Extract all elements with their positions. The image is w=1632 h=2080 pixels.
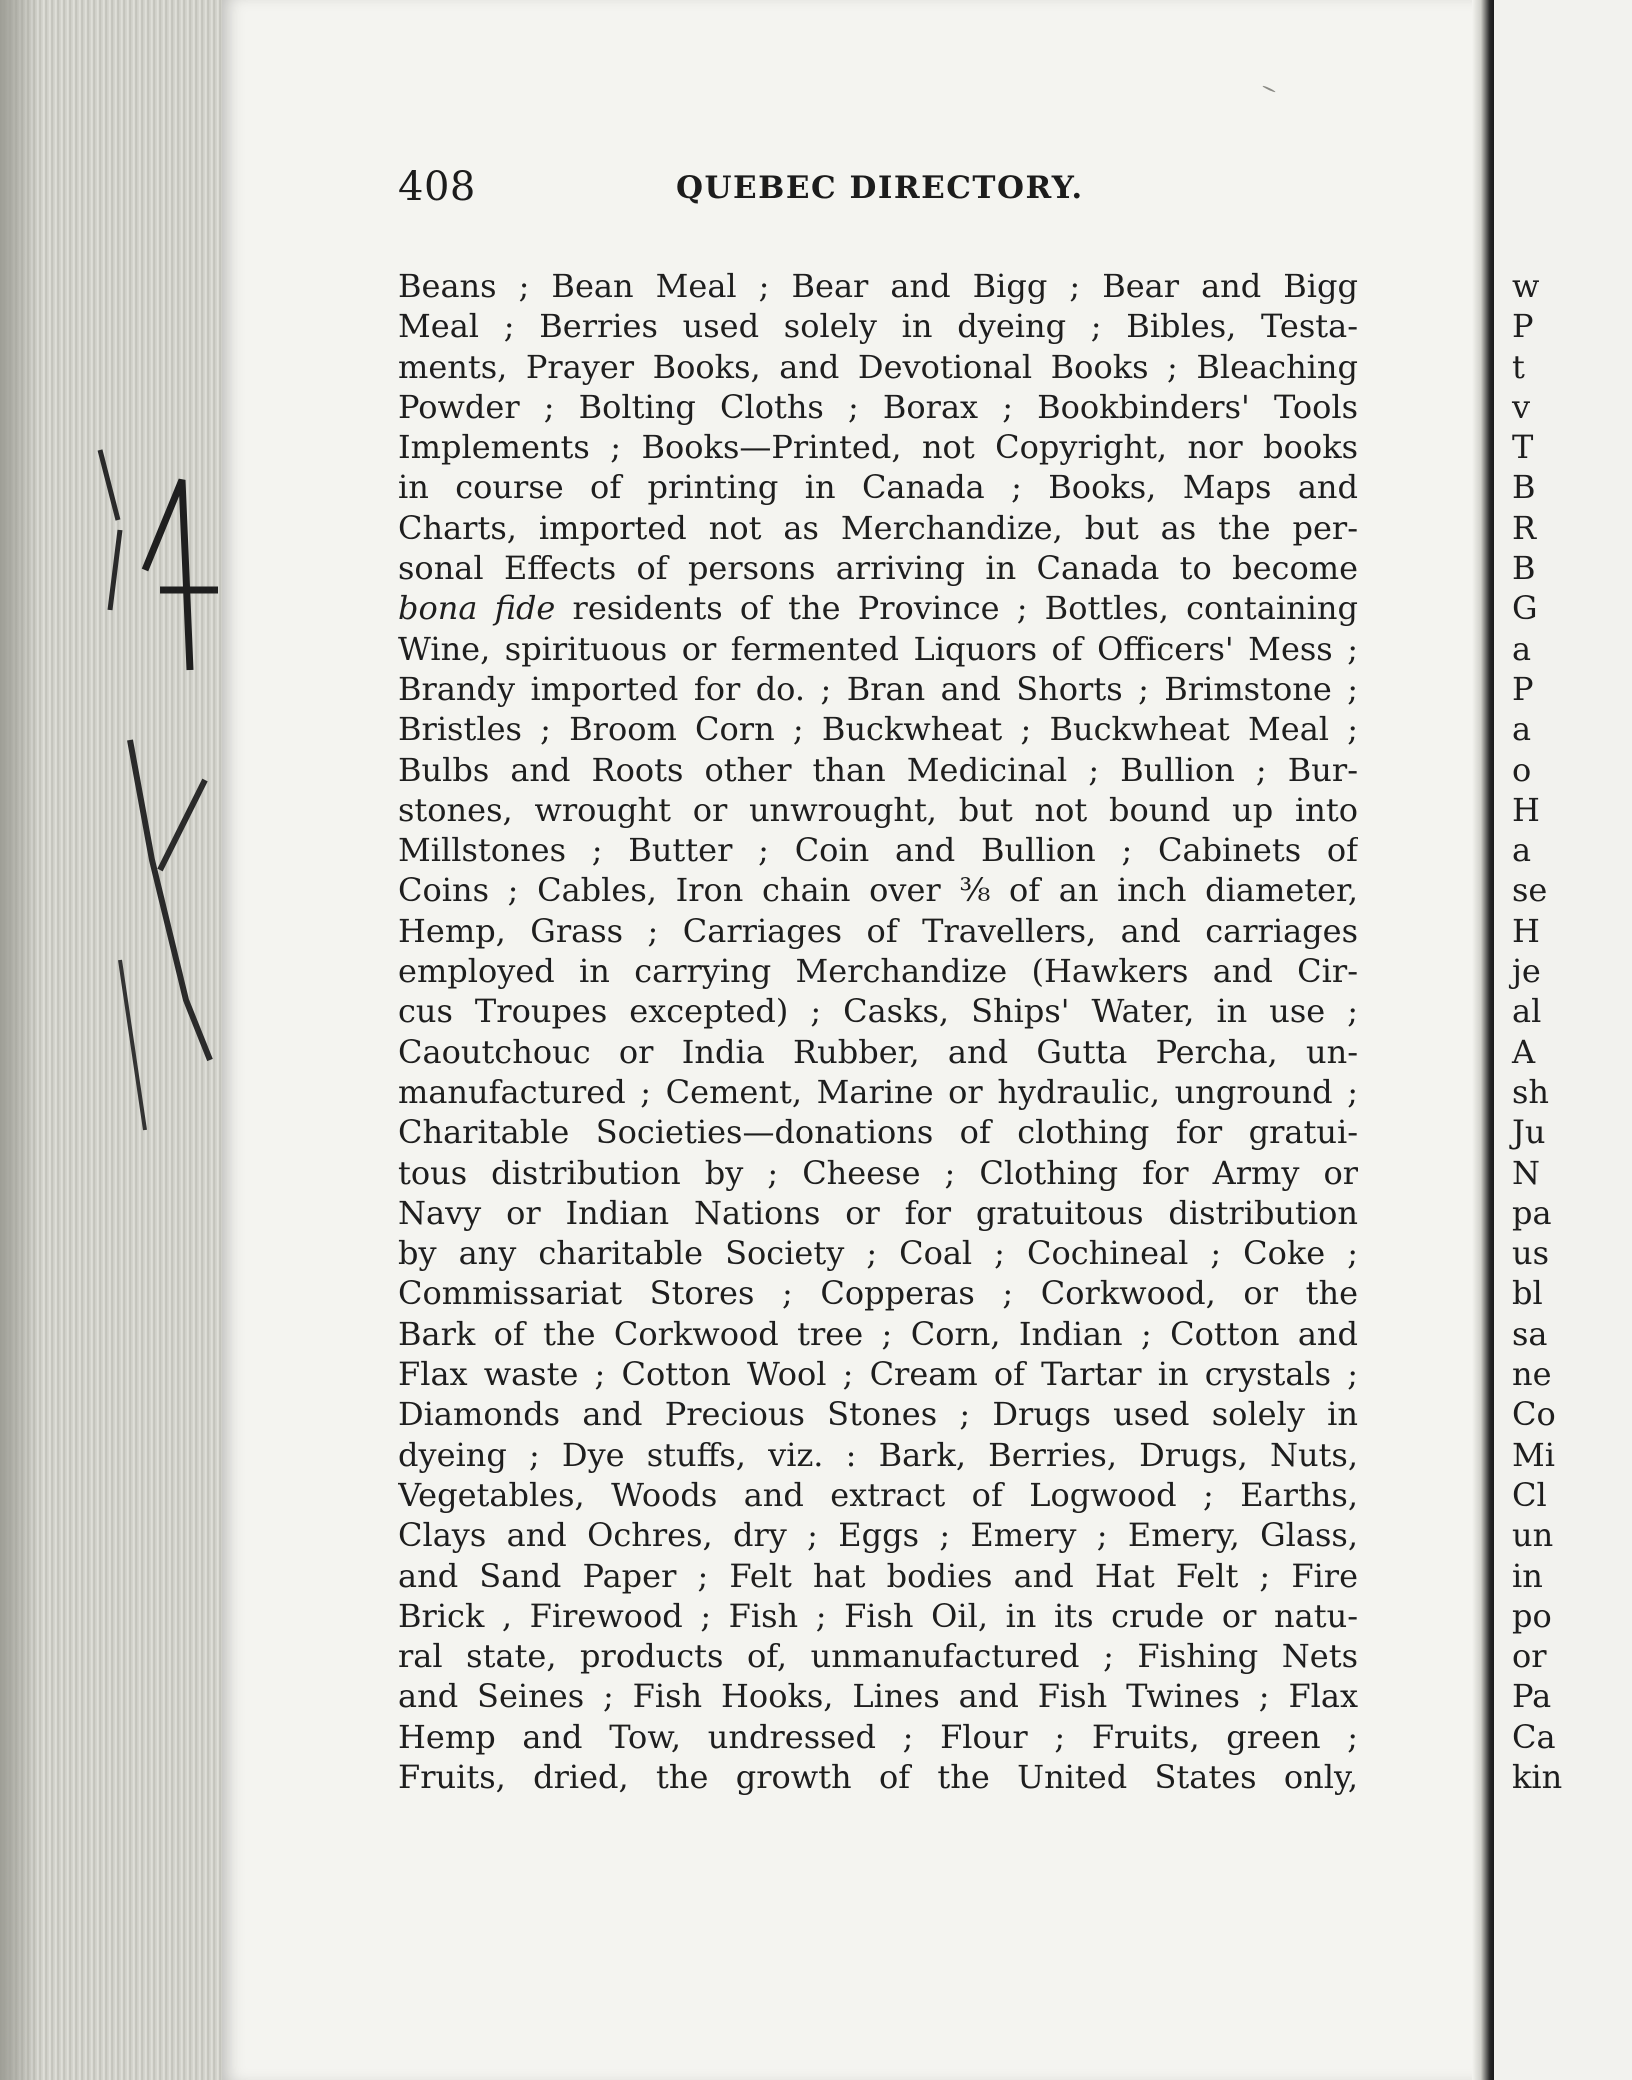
text-line: Brick , Firewood ; Fish ; Fish Oil, in its crude or natu- — [398, 1596, 1358, 1635]
text-line: dyeing ; Dye stuffs, viz. : Bark, Berries, Drugs, Nuts, — [398, 1435, 1358, 1474]
right-page-edge — [1494, 0, 1632, 2080]
right-page-fragment: w — [1512, 267, 1540, 305]
text-line: Bulbs and Roots other than Medicinal ; Bullion ; Bur- — [398, 750, 1358, 789]
right-page-fragment: A — [1512, 1032, 1536, 1071]
right-page-fragment: G — [1512, 589, 1538, 628]
right-page-fragment: je — [1512, 952, 1541, 991]
right-page-fragment: a — [1512, 831, 1532, 870]
right-page-fragment: a — [1512, 629, 1532, 668]
right-page-fragment: Mi — [1512, 1435, 1555, 1474]
right-page-text-fragments — [1512, 266, 1562, 1797]
right-page-fragment: B — [1512, 549, 1536, 588]
right-page-fragment: H — [1512, 790, 1540, 829]
text-line: tous distribution by ; Cheese ; Clothing for Army or — [398, 1153, 1358, 1192]
text-line: ral state, products of, unmanufactured ; Fishing Nets — [398, 1637, 1358, 1676]
right-page-fragment: N — [1512, 1153, 1540, 1192]
right-page-fragment: ne — [1512, 1355, 1552, 1394]
page-header — [398, 164, 1358, 220]
text-line: Hemp, Grass ; Carriages of Travellers, and carriages — [398, 911, 1358, 950]
text-line: Powder ; Bolting Cloths ; Borax ; Bookbinders' Tools — [398, 387, 1358, 426]
text-line: Charitable Societies—donations of clothing for gratui- — [398, 1113, 1358, 1152]
text-line: Implements ; Books—Printed, not Copyright, nor books — [398, 428, 1358, 467]
right-page-fragment: pa — [1512, 1193, 1552, 1232]
body-text — [398, 266, 1358, 1797]
right-page-fragment: al — [1512, 992, 1542, 1031]
text-line: Coins ; Cables, Iron chain over ⅜ of an inch diameter, — [398, 871, 1358, 910]
page-number: 408 — [398, 164, 476, 210]
text-line: bona fide residents of the Province ; Bottles, containing — [398, 589, 1358, 628]
right-page-fragment: us — [1512, 1234, 1550, 1273]
right-page-fragment: Ju — [1512, 1113, 1546, 1152]
right-page-fragment: or — [1512, 1637, 1547, 1676]
right-page-fragment: sa — [1512, 1314, 1548, 1353]
running-head: QUEBEC DIRECTORY. — [676, 170, 1084, 206]
right-page-fragment: Cl — [1512, 1475, 1547, 1514]
right-page-fragment: Ca — [1512, 1717, 1556, 1756]
right-page-fragment: R — [1512, 508, 1537, 547]
text-line: cus Troupes excepted) ; Casks, Ships' Water, in use ; — [398, 992, 1358, 1031]
right-page-fragment: Co — [1512, 1395, 1556, 1434]
right-page-fragment: Pa — [1512, 1677, 1552, 1716]
text-line: Commissariat Stores ; Copperas ; Corkwood, or the — [398, 1274, 1358, 1313]
right-page-fragment: o — [1512, 750, 1532, 789]
text-line: Fruits, dried, the growth of the United States only, — [398, 1757, 1358, 1796]
text-line: Bark of the Corkwood tree ; Corn, Indian ; Cotton and — [398, 1314, 1358, 1353]
text-line: ments, Prayer Books, and Devotional Books ; Bleaching — [398, 347, 1358, 386]
right-page-fragment: P — [1512, 307, 1534, 346]
text-line: Vegetables, Woods and extract of Logwood ; Earths, — [398, 1475, 1358, 1514]
right-page-fragment: B — [1512, 468, 1536, 507]
text-line: Flax waste ; Cotton Wool ; Cream of Tartar in crystals ; — [398, 1355, 1358, 1394]
right-page-fragment: se — [1512, 871, 1548, 910]
right-page-fragment: v — [1512, 387, 1531, 426]
right-page-fragment: un — [1512, 1516, 1554, 1555]
right-page-fragment: kin — [1512, 1757, 1563, 1796]
right-page-fragment: in — [1512, 1556, 1543, 1595]
text-line: stones, wrought or unwrought, but not bound up into — [398, 790, 1358, 829]
text-line: in course of printing in Canada ; Books, Maps and — [398, 468, 1358, 507]
paper-speck — [1262, 85, 1276, 93]
right-page-fragment: T — [1512, 428, 1534, 467]
right-page-fragment: bl — [1512, 1274, 1543, 1313]
right-page-fragment: sh — [1512, 1072, 1550, 1111]
text-line: Navy or Indian Nations or for gratuitous distribution — [398, 1193, 1358, 1232]
text-line: Charts, imported not as Merchandize, but as the per- — [398, 508, 1358, 547]
text-line: Millstones ; Butter ; Coin and Bullion ; Cabinets of — [398, 831, 1358, 870]
book-gutter — [1472, 0, 1494, 2080]
text-line: Beans ; Bean Meal ; Bear and Bigg ; Bear and Bigg — [398, 267, 1358, 305]
italic-phrase: bona fide — [398, 589, 556, 628]
right-page-fragment: P — [1512, 669, 1534, 708]
text-line: manufactured ; Cement, Marine or hydraulic, unground ; — [398, 1072, 1358, 1111]
right-page-fragment: H — [1512, 911, 1540, 950]
text-line: Clays and Ochres, dry ; Eggs ; Emery ; Emery, Glass, — [398, 1516, 1358, 1555]
right-page-fragment: a — [1512, 710, 1532, 749]
text-line: Wine, spirituous or fermented Liquors of Officers' Mess ; — [398, 629, 1358, 668]
text-line: Brandy imported for do. ; Bran and Shorts ; Brimstone ; — [398, 669, 1358, 708]
text-line: by any charitable Society ; Coal ; Cochineal ; Coke ; — [398, 1234, 1358, 1273]
text-line: employed in carrying Merchandize (Hawkers and Cir- — [398, 952, 1358, 991]
text-line: Bristles ; Broom Corn ; Buckwheat ; Buckwheat Meal ; — [398, 710, 1358, 749]
text-line: and Sand Paper ; Felt hat bodies and Hat Felt ; Fire — [398, 1556, 1358, 1595]
right-page-fragment: po — [1512, 1596, 1552, 1635]
text-line: and Seines ; Fish Hooks, Lines and Fish Twines ; Flax — [398, 1677, 1358, 1716]
text-line: Meal ; Berries used solely in dyeing ; Bibles, Testa- — [398, 307, 1358, 346]
text-line: Caoutchouc or India Rubber, and Gutta Percha, un- — [398, 1032, 1358, 1071]
text-line: Diamonds and Precious Stones ; Drugs used solely in — [398, 1395, 1358, 1434]
text-line: sonal Effects of persons arriving in Canada to become — [398, 549, 1358, 588]
text-line: Hemp and Tow, undressed ; Flour ; Fruits, green ; — [398, 1717, 1358, 1756]
handwritten-marks — [90, 440, 230, 1140]
right-page-fragment: t — [1512, 347, 1525, 386]
left-edge-shadow — [0, 0, 40, 2080]
